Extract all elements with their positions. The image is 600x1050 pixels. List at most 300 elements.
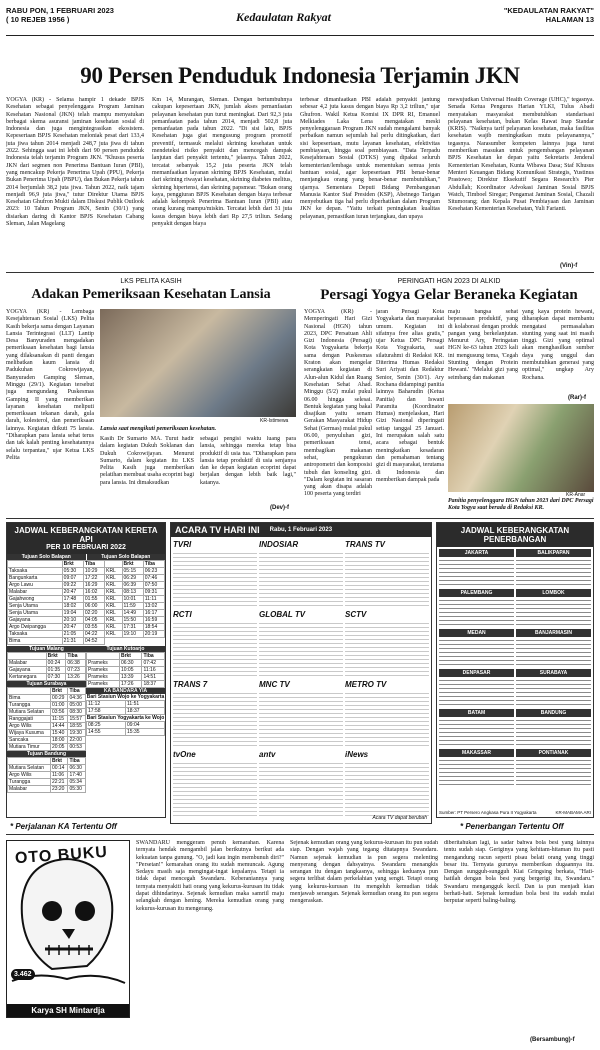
tv-channel-logo: MNC TV [259, 680, 290, 689]
story3-col2: jaran Persagi Kota Yogyakarta dan masyarakat umum. Kegiatan ini sifatnya free alias gratis," ujar Ketua DPC Persagi Kota Yogyakarta, saat silaturahmi di Redaksi KR. Diterima Humas Redaksi Suri Ariyati dan Redaktur Senior, Senin (30/1). Ary Rochana didampingi panitia lainnya Baharudin (Ketua Panitia) dan Iswani Paramita (Koordinator Humas) menjelaskan, Hari Gizi Nasional diperingati setiap tanggal 25 Januari. Ini merupakan salah satu acara sebagai bentuk meningkatkan kesadaran dan pemahaman tentang gizi di masyarakat, terutama di Indonesia dan memberikan dampak pada [376, 309, 444, 483]
table-cell: 06:38 [66, 660, 86, 667]
table-header-row [8, 688, 86, 695]
plane-listing [439, 677, 514, 707]
table-row [8, 603, 165, 610]
train-station-2: Tujuan Solo Balapan [87, 554, 166, 560]
train-bandung-table [7, 757, 86, 793]
serial-col3: diberitahukan lagi, ia sadar bahwa bola besi yang lainnya tentu sudah siap. Geriginya yang kehitam-hitaman itu pasti mengandung racun seperti pisau belati orang yang tinggi besar itu. Ternyata gurunya memberikan dugaannya itu. Dengan sungguh-sungguh Kiai Gringsing berkata, "Hati-hatilah dengan bola besi yang bergerigi itu, Swandaru." Swandaru mengangguk kecil. Dan ia pun menjadi kian berhati-hati. Sejenak kemudian bola besi itu sudah mulai berputar seperti baling-baling. [444, 840, 594, 905]
table-cell: 17:58 [87, 708, 126, 715]
table-cell: 05:30 [62, 568, 83, 575]
story3-headline: Persagi Yogya Gelar Beraneka Kegiatan [320, 287, 578, 303]
plane-listing [516, 717, 591, 747]
table-cell: 20:47 [62, 589, 83, 596]
table-cell: 01:55 [83, 596, 104, 603]
table-cell: 04:22 [83, 631, 104, 638]
train-bandara-a-table [86, 700, 165, 715]
table-cell: 07:23 [66, 667, 86, 674]
table-row [8, 568, 165, 575]
masthead: Kedaulatan Rakyat [236, 10, 332, 24]
train-title: JADWAL KEBERANGKATAN KERETA API [14, 526, 158, 544]
story2-headline: Adakan Pemeriksaan Kesehatan Lansia [31, 287, 271, 302]
table-row [8, 638, 165, 645]
story3-photo [448, 404, 594, 492]
tv-channel-block [345, 679, 429, 747]
tv-channel-block [259, 539, 343, 607]
table-cell: 06:00 [83, 603, 104, 610]
table-header-cell: Brkt [50, 688, 68, 695]
table-cell: Mutiara Selatan [8, 709, 51, 716]
table-cell: 21:31 [62, 638, 83, 645]
plane-city-name: JAKARTA [439, 549, 514, 557]
table-row [8, 617, 165, 624]
plane-city-name: BATAM [439, 709, 514, 717]
train-main-table [7, 560, 165, 645]
table-header-cell: Tiba [83, 561, 104, 568]
train-schedule-panel [6, 522, 166, 818]
plane-listing [439, 637, 514, 667]
table-row [8, 730, 86, 737]
table-cell: KRL [105, 596, 122, 603]
table-cell: Malabar [8, 589, 63, 596]
table-cell: 18:02 [62, 603, 83, 610]
plane-city-block [439, 629, 514, 667]
table-cell: 06:39 [122, 582, 143, 589]
plane-source: Sumber: PT Persero Angkasa Pura II Yogyakarta [439, 810, 537, 815]
table-cell: 11:16 [142, 667, 165, 674]
story3-caption: Panitia penyelenggara HGN tahun 2023 dari DPC Persagi Kota Yogya saat berada di Redaksi KR. [448, 498, 594, 511]
divider [6, 272, 594, 273]
table-row [8, 667, 86, 674]
train-section-bandara: KA BANDARA YIA [86, 688, 165, 694]
table-cell: Prameks [87, 667, 120, 674]
plane-city-name: MAKASSAR [439, 749, 514, 757]
plane-city-block [439, 669, 514, 707]
plane-listing [439, 757, 514, 787]
tv-listing [259, 690, 343, 747]
plane-city-block [439, 749, 514, 787]
table-cell: 16:29 [83, 582, 104, 589]
serial-cartoon [6, 840, 130, 1018]
table-cell: 17:26 [119, 681, 142, 688]
plane-city-name: PALEMBANG [439, 589, 514, 597]
train-bandara-a: Bari Stasiun Wojo ke Yogyakarta [86, 694, 165, 700]
table-cell: 13:39 [119, 674, 142, 681]
table-cell: Taksaka [8, 631, 63, 638]
table-cell: 15:35 [126, 729, 165, 736]
table-cell: KRL [105, 603, 122, 610]
plane-city-name: BANDUNG [516, 709, 591, 717]
story2-photo-credit: KR-Istimewa [260, 418, 289, 424]
table-row [8, 786, 86, 793]
story2-col2: Kasih Dr Sumarto MA. Turut hadir dalam kegiatan Dukuh Soklanan dan Dukuh Cokrowijayan. Menurut Sumarto, dalam kegiatan itu LKS Pelita Kasih juga memberikan pelatihan membuat usaha ecoprint bagi para lansia. Ini dimaksudkan [100, 436, 194, 486]
table-header-cell [105, 561, 122, 568]
train-section-kutoarjo: Tujuan Kutoarjo [86, 646, 165, 652]
table-row [8, 779, 86, 786]
tv-listing [345, 760, 429, 817]
tv-channel-logo: antv [259, 750, 276, 759]
plane-listing [439, 717, 514, 747]
serial-sign: (Bersambung)-f [530, 1037, 575, 1043]
plane-city-block [516, 669, 591, 707]
table-cell: 14:55 [87, 729, 126, 736]
table-cell: 09:22 [62, 582, 83, 589]
tv-channel-block [345, 749, 429, 817]
table-cell: 20:05 [50, 744, 68, 751]
train-bandara-b: Bari Stasiun Yogyakarta ke Wojo [86, 715, 165, 721]
tv-channel-block [173, 679, 257, 747]
table-cell: Sancaka [8, 737, 51, 744]
tv-listing [259, 760, 343, 817]
tv-channel-block [173, 539, 257, 607]
table-cell: 17:40 [68, 772, 86, 779]
table-cell: 19:30 [68, 730, 86, 737]
table-header-cell [8, 688, 51, 695]
plane-city-block [439, 589, 514, 627]
table-row [8, 582, 165, 589]
table-cell: Kertanegara [8, 674, 47, 681]
plane-city-block [439, 709, 514, 747]
table-cell: KRL [105, 582, 122, 589]
table-cell: 11:11 [143, 596, 164, 603]
table-cell: 07:30 [46, 674, 66, 681]
tv-channel-logo: TRANS TV [345, 540, 385, 549]
table-cell: 11:12 [87, 701, 126, 708]
table-cell: 18:37 [126, 708, 165, 715]
plane-city-block [516, 589, 591, 627]
table-header-row [87, 653, 165, 660]
table-row [87, 667, 165, 674]
table-cell: Bangunkarta [8, 575, 63, 582]
table-row [87, 701, 165, 708]
table-header-cell [8, 561, 63, 568]
table-cell: 09:31 [143, 589, 164, 596]
table-cell: 13:26 [66, 674, 86, 681]
table-cell: 11:59 [122, 603, 143, 610]
tv-channel-logo: TRANS 7 [173, 680, 208, 689]
table-cell: 17:31 [122, 624, 143, 631]
main-article-col3: terbesar dimanfaatkan PBI adalah penyakit jantung sebesar 4,2 juta kasus dengan biaya Rp 3,2 triliun," ujar Ghufron. Wakil Ketua Komisi IX DPR RI, Emanuel Melkiades Laka Lena mengatakan meski penyelenggaraan Program JKN sudah mengalami banyak perbaikan namun sejumlah hal perlu ditingkatkan, dari sisi kepesertaan, mutu layanan kesehatan, efektivitas pembiayaan, hingga soal pembiayaan. "Data Terpadu Kesejahteraan Sosial (DTKS) yang dipakai seluruh kementerian/lembaga untuk menentukan semua jenis bantuan sosial, agar kepesertaan PBI benar-benar menjangkau orang yang benar-benar membutuhkan," ujarnya. Sementara Deputi Bidang Pembangunan Manusia Kantor Staf Presiden (KSP), Abetnego Tarigan menyebutkan tiga hal perlu diperhatikan dalam Program JKN ke depan. "Yaitu terkait peningkatan kualitas pelayanan, pemastikan iuran terjangkau, dan upaya [300, 97, 440, 220]
table-cell: 08:13 [122, 589, 143, 596]
table-cell: Gajayana [8, 617, 63, 624]
divider [6, 834, 594, 835]
table-cell: Wijaya Kusuma [8, 730, 51, 737]
plane-listing [516, 677, 591, 707]
table-cell: 16:59 [143, 617, 164, 624]
table-cell: 04:36 [68, 695, 86, 702]
header-paper-name: "KEDAULATAN RAKYAT" [503, 6, 594, 15]
table-cell: 10:05 [119, 667, 142, 674]
table-cell: Turangga [8, 702, 51, 709]
table-header-row [8, 758, 86, 765]
tv-listing [345, 550, 429, 607]
tv-channel-logo: INDOSIAR [259, 540, 299, 549]
plane-city-block [516, 709, 591, 747]
page-header [6, 4, 594, 36]
plane-listing [516, 757, 591, 787]
table-cell: Mutiara Timur [8, 744, 51, 751]
table-cell: 13:02 [143, 603, 164, 610]
table-header-cell: Brkt [62, 561, 83, 568]
table-cell: 19:10 [122, 631, 143, 638]
plane-grid [437, 547, 593, 789]
table-row [8, 716, 86, 723]
table-cell: 07:50 [143, 582, 164, 589]
table-cell: Argo Lawu [8, 582, 63, 589]
table-row [8, 596, 165, 603]
table-header-cell [8, 758, 51, 765]
table-cell: Malabar [8, 660, 47, 667]
tv-grid [171, 537, 431, 819]
cartoon-footer: Karya SH Mintardja [7, 1004, 129, 1017]
main-article-col4: mewujudkan Universal Health Coverage (UHC)," tegasnya. Senada Ketua Pengurus Harian YLKI, Tulus Abadi menyatakan masyarakat membutuhkan standarisasi pelayanan kesehatan, bukan Kelas Rawat Inap Standar (KRIS). "Naiknya tarif pelayanan kesehatan, maka fasilitas kesehatan wajib meningkatkan mutu pelayanannya," tegasnya. Narasumber kompeten lainnya juga turut memberikan masukan untuk pengembangan pelayanan BPJS Kesehatan ke depan yaitu Sekretaris Jenderal Kementerian Kesehatan, Kunta Wibawa Dasa; Staf Khusus Menteri Keuangan Bidang Komunikasi Strategis, Yustinus Prastowo; Direktur Eksekutif Segara Research's Pier Abdullah; Koordinator Advokasi Jaminan Sosial BPJS Watch, Timboel Siregar; Pengamat Jaminan Sosial, Chazali Situmorang; dan Kepala Pusat Pembiayaan dan Jaminan Kesehatan Kementerian Kesehatan, Yuli Farianti. [448, 97, 594, 213]
table-cell: Argo Wilis [8, 772, 51, 779]
table-cell: 04:05 [83, 617, 104, 624]
table-cell: 08:30 [68, 709, 86, 716]
table-cell: 05:00 [68, 702, 86, 709]
table-row [8, 674, 86, 681]
header-page-number: HALAMAN 13 [545, 15, 594, 24]
plane-city-name: LOMBOK [516, 589, 591, 597]
story3-col4: yang kaya protein hewani, diharapkan dapat membantu mengatasi permasalahan stunting yang saat ini masih tinggi. Gizi yang optimal akan menghasilkan sumber daya yang unggul dan membutuhkan generasi yang optimal," ungkap Ary Rochana. [522, 309, 594, 381]
train-section-malang: Tujuan Malang [7, 646, 86, 652]
story2-col3: sebagai pengisi waktu luang para lansia, sehingga mereka tetap bisa produktif di usia tua. "Diharapkan para lansia tetap produktif di usia senjanya dan ke depan kegiatan ecoprint dapat berjalan dengan lebih baik lagi," katanya. [200, 436, 296, 486]
table-header-cell: Brkt [122, 561, 143, 568]
table-cell: 22:00 [68, 737, 86, 744]
story3-sign: (Rar)-f [568, 395, 586, 401]
tv-channel-block [259, 679, 343, 747]
tv-channel-block [259, 749, 343, 817]
table-cell: Gajahwong [8, 596, 63, 603]
table-cell: 06:30 [68, 765, 86, 772]
train-malang-table [7, 652, 86, 681]
table-header-cell: Brkt [50, 758, 68, 765]
tv-listing [173, 550, 257, 607]
table-cell: 17:22 [83, 575, 104, 582]
header-left [6, 6, 114, 24]
tv-listing [173, 620, 257, 677]
main-article-col1: YOGYA (KR) - Selama hampir 1 dekade BPJS Kesehatan sebagai penyelenggara Program Jaminan Kesehatan Nasional (JKN) telah mampu menyatukan berbagai skema asuransi jaminan kesehatan sosial di Indonesia dan juga mengintegrasikan ekosistem. Kepesertaan BPJS Kesehatan meloniak pesat dari 133,4 juta jiwa tahun 2014 menjadi 248,7 juta jiwa di tahun 2022. Sehingga saat ini lebih dari 90 persen penduduk Indonesia telah terjamin Program JKN. "Khusus peserta JKN dari segmen non Penerima Bantuan Iuran (PBI), yang mencakup Pekerja Penerima Upah (PPU), Pekerja Bukan Penerima Upah (PBPU), dan Bukan Pekerja tahun 2014 berjumlah 38,2 juta jiwa. Tahun 2022, naik tajam menjadi 96,9 juta jiwa," tutur Direktur Utama BPJS Kesehatan Ghufron Mukti dalam Diskusi Publik Outlook 2023: 10 Tahun Program JKN, Senin (30/1) yang disiarkan daring di Kantor BPJS Kesehatan Cabang Sleman, Jalan Magelang [6, 97, 144, 228]
plane-listing [516, 597, 591, 627]
table-cell: Prameks [87, 674, 120, 681]
train-kutoarjo-table [86, 652, 165, 688]
table-cell: 02:20 [83, 610, 104, 617]
table-cell: Turangga [8, 779, 51, 786]
table-cell: Senja Utama [8, 610, 63, 617]
table-row [8, 772, 86, 779]
tv-date: Rabu, 1 Februari 2023 [269, 527, 333, 533]
main-headline: 90 Persen Penduduk Indonesia Terjamin JKN [80, 63, 520, 88]
story3-col3: maju bangsa sehat beperasaan produktif, yang di kolaborasi dengan produk pangan yang berkelanjutan. Menurut Ary, Peringatan HGN ke-63 tahun 2023 kali ini mengusung tema, 'Cegah Stunting dengan Protein Hewani.' "Melalui gizi yang seimbang dan makanan [448, 309, 518, 381]
table-header-cell [8, 653, 47, 660]
table-row [8, 702, 86, 709]
tv-channel-logo: iNews [345, 750, 369, 759]
table-cell: KRL [105, 624, 122, 631]
tv-listing [259, 620, 343, 677]
tv-channel-logo: TVRI [173, 540, 192, 549]
table-header-cell [87, 653, 120, 660]
plane-listing [439, 557, 514, 587]
plane-city-block [516, 629, 591, 667]
main-article-col2: Km 14, Murangan, Sleman. Dengan bertumbuhnya cakupan kepesertaan JKN, jumlah akses pemanfaatan pelayanan kesehatan pun turut meningkat. Dari 92,3 juta pemanfaatan pada tahun 2014, menjadi 502,8 juta pemanfaatan pada tahun 2022. "Di sisi lain, BPJS Kesehatan juga giat mengusung program promotif preventif, termasuk melalui skrining kesehatan untuk mendeteksi risiko penyakit dan mencegah dampak lanjutan dari penyakit tertentu," jelasnya. Tahun 2022, tercatat sebanyak 15,2 juta peserta JKN telah memanfaatkan layanan skrining BPJS Kesehatan, mulai dari skrining riwayat kesehatan, skrining diabetes melitus, skrining hipertensi, dan skrining papsmear. "Bukan orang kaya, penggiuran BPJS Kesehatan dengan biaya terbesar adalah kelompok Penerima Bantuan Iuran (PBI) atau orang kurang mampu/miskin. Tercatat lebih dari 31 juta kasus dengan biaya lebih dari Rp 27,5 triliun. Sedang penyakit dengan biaya [152, 97, 292, 228]
plane-credit: KR-MABAMA ARI [555, 810, 591, 815]
table-cell: 18:54 [143, 624, 164, 631]
table-cell: 07:46 [143, 575, 164, 582]
table-cell: 16:17 [143, 610, 164, 617]
table-cell: Malabar [8, 786, 51, 793]
table-cell: Ranggajati [8, 716, 51, 723]
table-cell: Bima [8, 638, 63, 645]
plane-listing [516, 637, 591, 667]
train-footer: * Perjalanan KA Tertentu Off [10, 822, 117, 831]
table-cell: 08:25 [87, 722, 126, 729]
table-row [87, 681, 165, 688]
table-cell: 20:47 [62, 624, 83, 631]
table-cell: Prameks [87, 681, 120, 688]
table-row [8, 765, 86, 772]
table-cell: 14:51 [142, 674, 165, 681]
train-station-1: Tujuan Solo Balapan [7, 554, 87, 560]
table-cell: Senja Utama [8, 603, 63, 610]
plane-listing [439, 597, 514, 627]
divider [6, 518, 594, 519]
table-cell: 18:55 [68, 723, 86, 730]
table-cell: 11:15 [50, 716, 68, 723]
table-cell: 14:49 [122, 610, 143, 617]
table-cell: 10:01 [122, 596, 143, 603]
story2-sign: (Dev)-f [270, 505, 289, 511]
table-row [8, 660, 86, 667]
table-cell: 20:10 [62, 617, 83, 624]
header-date: RABU PON, 1 FEBRUARI 2023 [6, 6, 114, 15]
story3-kicker: PERINGATI HGN 2023 DI ALKID [397, 278, 501, 285]
train-bandara-b-table [86, 721, 165, 736]
table-row [87, 674, 165, 681]
table-cell: 05:30 [68, 786, 86, 793]
table-header-row [8, 561, 165, 568]
table-cell: 11:06 [50, 772, 68, 779]
header-jawa-date: ( 10 REJEB 1956 ) [6, 15, 70, 24]
table-cell: 01:35 [46, 667, 66, 674]
table-header-row [8, 653, 86, 660]
table-cell: 00:14 [50, 765, 68, 772]
table-header-cell: Tiba [68, 688, 86, 695]
table-cell: Taksaka [8, 568, 63, 575]
table-row [87, 660, 165, 667]
table-cell: Prameks [87, 660, 120, 667]
story2-kicker: LKS PELITA KASIH [120, 278, 182, 285]
table-cell: KRL [105, 610, 122, 617]
serial-col1: SWANDARU menggeram penuh kemarahan. Karena ternyata hendak mengambil jalan berikutnya berikut ada kekuatan tanpa gunung. "O, jadi kau ingin membunuh diri?" "Persetan!" kemarahan orang itu sudah memuncak. Agung Sedayu masih saja mengingat-ingat kepalanya. Tetapi ia tidak dapat mencegah Swandaru. Keberaniannya yang ternyata menyakiti hati orang yang kekurus-kurusan itu tidak dapat dihindarinya. Sejenak kemudian maka samriil maju selangkah dengan hening. Mereka kemudian orang yang kekurus-kurusan itu mengerang. [136, 840, 284, 912]
table-cell: Gajayana [8, 667, 47, 674]
table-cell: 03:55 [83, 624, 104, 631]
table-header-cell: Tiba [142, 653, 165, 660]
plane-city-name: SURABAYA [516, 669, 591, 677]
tv-channel-logo: tvOne [173, 750, 196, 759]
table-cell: KRL [105, 589, 122, 596]
tv-channel-logo: RCTI [173, 610, 192, 619]
tv-listing [345, 690, 429, 747]
table-row [8, 610, 165, 617]
story2-photo [100, 309, 296, 417]
plane-city-name: BANJARMASIN [516, 629, 591, 637]
main-article-sign: (Vin)-f [560, 263, 578, 269]
table-header-cell: Tiba [66, 653, 86, 660]
story3-photo-credit: KR-Anar [566, 492, 586, 498]
table-cell: KRL [105, 568, 122, 575]
tv-title: ACARA TV HARI INI [175, 525, 260, 535]
table-row [8, 575, 165, 582]
plane-city-block [516, 749, 591, 787]
plane-city-name: BALIKPAPAN [516, 549, 591, 557]
table-cell: 00:24 [46, 660, 66, 667]
table-cell: 09:07 [62, 575, 83, 582]
table-cell: KRL [105, 617, 122, 624]
table-header-cell: Tiba [68, 758, 86, 765]
table-cell: 05:34 [68, 779, 86, 786]
tv-channel-block [345, 539, 429, 607]
table-cell: 06:23 [143, 568, 164, 575]
table-header-cell: Tiba [143, 561, 164, 568]
table-row [8, 631, 165, 638]
table-cell: 04:52 [83, 638, 104, 645]
plane-city-block [439, 549, 514, 587]
table-cell: 17:48 [62, 596, 83, 603]
table-cell: 07:42 [142, 660, 165, 667]
table-cell: 09:04 [126, 722, 165, 729]
tv-channel-block [345, 609, 429, 677]
table-cell: 11:51 [126, 701, 165, 708]
header-right [504, 6, 594, 24]
table-cell: 18:37 [142, 681, 165, 688]
tv-channel-block [173, 609, 257, 677]
table-cell: 06:29 [122, 575, 143, 582]
plane-footer: * Penerbangan Tertentu Off [460, 822, 564, 831]
plane-listing [516, 557, 591, 587]
table-row [8, 723, 86, 730]
tv-listing [259, 550, 343, 607]
story2-caption: Lansia saat mengikuti pemeriksaan kesehatan. [100, 426, 217, 432]
table-cell: 15:40 [50, 730, 68, 737]
table-row [8, 589, 165, 596]
tv-listing [173, 690, 257, 747]
tv-listing [345, 620, 429, 677]
train-schedule-title [7, 523, 165, 554]
table-cell: 00:29 [50, 695, 68, 702]
tv-channel-logo: METRO TV [345, 680, 387, 689]
table-cell: 16:02 [83, 589, 104, 596]
table-row [8, 737, 86, 744]
plane-title: JADWAL KEBERANGKATAN PENERBANGAN [437, 523, 593, 547]
cartoon-number: 3.462 [11, 969, 35, 980]
table-row [87, 722, 165, 729]
table-cell: Mutiara Selatan [8, 765, 51, 772]
table-header-cell: Brkt [46, 653, 66, 660]
table-cell: 05:15 [122, 568, 143, 575]
plane-schedule-panel [436, 522, 594, 818]
story2-col1: YOGYA (KR) - Lembaga Kesejahteraan Sosial (LKS) Pelita Kasih bekerja sama dengan Layanan Lansia Terintegrasi (LLT) Lantip Desa Banyuraden mengadakan pemeriksaan kesehatan bagi lansia yang dilaksanakan di panti dengan melibatkan kaum lansia di Padukuhan Cokrowijayan, Banyuraden Gamping Sleman, Minggu (29/1). Kegiatan tersebut juga mengundang Puskesmas Gamping II yang memberikan layanan kesehatan meliputi pemeriksaan tekanan darah, gula darah, kolesterol, dan pemeriksaan lainnya. Kegiatan diikuti 75 lansia. "Diharapkan para lansia sehat terus dan tak kalah penting kesehatannya selalu terpantau," ujar Ketua LKS Pelita [6, 309, 94, 461]
table-cell: 19:04 [62, 610, 83, 617]
table-row [8, 709, 86, 716]
tv-listing [173, 760, 257, 817]
plane-city-name: MEDAN [439, 629, 514, 637]
table-cell: 06:30 [119, 660, 142, 667]
table-row [8, 695, 86, 702]
table-cell: 15:57 [68, 716, 86, 723]
table-cell: 18:00 [50, 737, 68, 744]
table-cell: Bima [8, 695, 51, 702]
table-cell: Argo Dwipangga [8, 624, 63, 631]
table-cell: 15:50 [122, 617, 143, 624]
